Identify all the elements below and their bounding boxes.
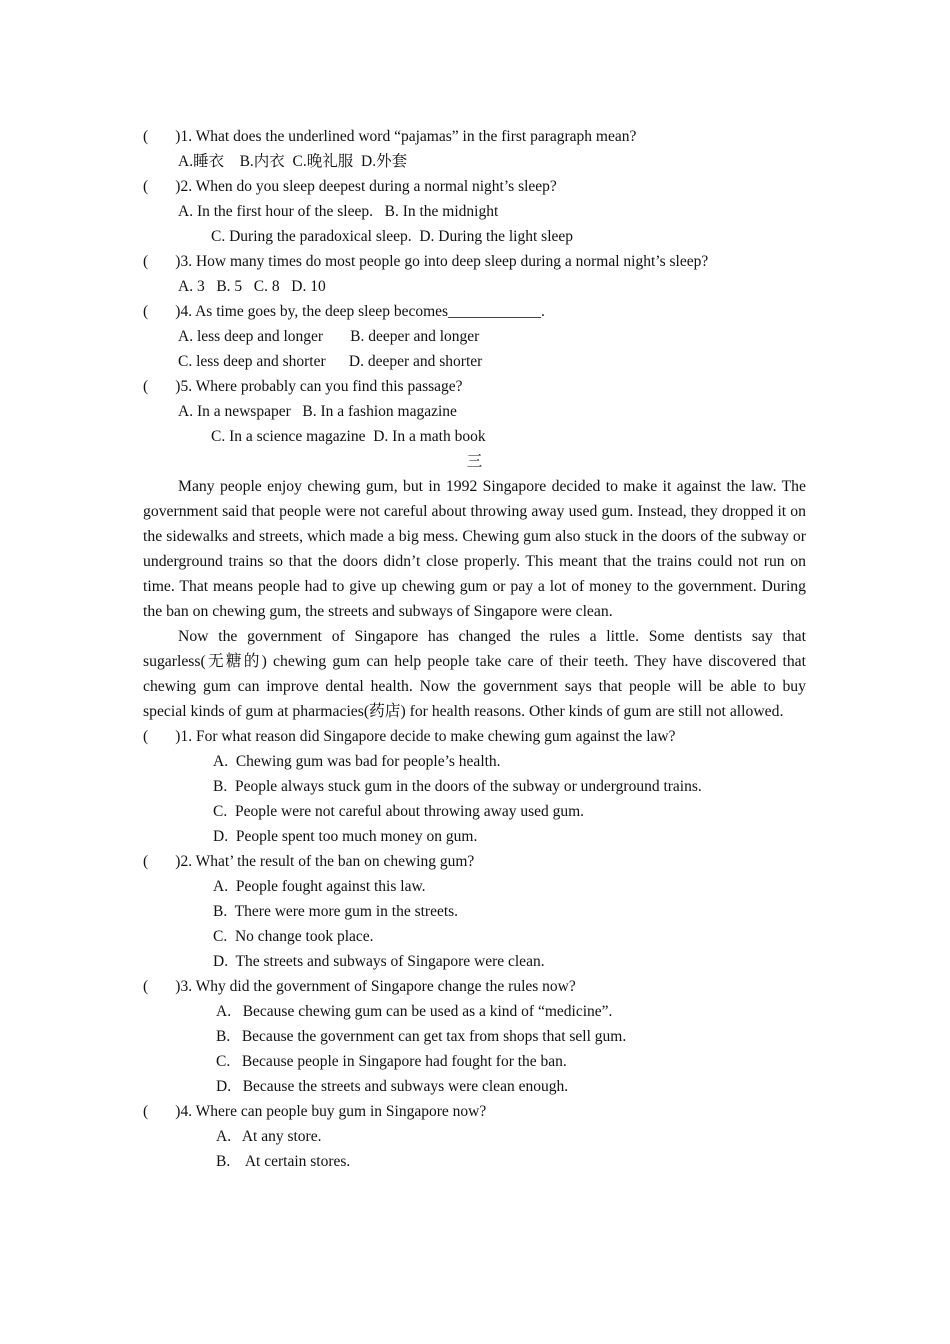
s3-question-2 [143, 849, 806, 974]
answer-options: C. less deep and shorter D. deeper and shorter [178, 353, 483, 370]
s3-question-4 [143, 1099, 806, 1174]
s2-question-1 [143, 124, 806, 174]
answer-option: C. People were not careful about throwing away used gum. [213, 803, 585, 820]
section-heading: 三 [466, 453, 483, 470]
answer-options: A. In a newspaper B. In a fashion magazine [178, 403, 457, 420]
answer-option: C. Because people in Singapore had fought for the ban. [216, 1053, 567, 1070]
answer-option: B. Because the government can get tax from shops that sell gum. [216, 1028, 627, 1045]
question-stem: ( )2. When do you sleep deepest during a normal night’s sleep? [143, 178, 557, 195]
s3-question-3 [143, 974, 806, 1099]
answer-option: A. At any store. [216, 1128, 322, 1145]
question-stem: ( )1. What does the underlined word “pajamas” in the first paragraph mean? [143, 128, 637, 145]
answer-options: A. less deep and longer B. deeper and longer [178, 328, 480, 345]
question-stem: ( )3. How many times do most people go into deep sleep during a normal night’s sleep? [143, 253, 709, 270]
question-stem: ( )5. Where probably can you find this passage? [143, 378, 463, 395]
answer-option: A. People fought against this law. [213, 878, 426, 895]
answer-option: B. There were more gum in the streets. [213, 903, 459, 920]
answer-option: B. People always stuck gum in the doors of the subway or underground trains. [213, 778, 702, 795]
s3-question-1 [143, 724, 806, 849]
question-stem: ( )3. Why did the government of Singapore change the rules now? [143, 978, 576, 995]
answer-option: B. At certain stores. [216, 1153, 351, 1170]
question-stem: ( )2. What’ the result of the ban on chewing gum? [143, 853, 475, 870]
answer-option: A. Because chewing gum can be used as a kind of “medicine”. [216, 1003, 613, 1020]
answer-option: D. Because the streets and subways were clean enough. [216, 1078, 569, 1095]
answer-options: A.睡衣 B.内衣 C.晚礼服 D.外套 [178, 153, 408, 170]
answer-options: A. In the first hour of the sleep. B. In the midnight [178, 203, 499, 220]
answer-options: C. In a science magazine D. In a math book [211, 428, 486, 445]
question-stem: ( )4. As time goes by, the deep sleep becomes____________. [143, 303, 545, 320]
answer-options: C. During the paradoxical sleep. D. During the light sleep [211, 228, 574, 245]
answer-option: D. People spent too much money on gum. [213, 828, 478, 845]
passage-paragraph-1: Many people enjoy chewing gum, but in 1992 Singapore decided to make it against the law. The government said that people were not careful about throwing away used gum. Instead, they dropped it on the sidewalks and streets, which made a big mess. Chewing gum also stuck in the doors of the subway or underground trains so that the doors didn’t close properly. This meant that the trains could not run on time. That means people had to give up chewing gum or pay a lot of money to the government. During the ban on chewing gum, the streets and subways of Singapore were clean. [143, 478, 806, 620]
s2-question-2 [143, 174, 806, 249]
answer-option: C. No change took place. [213, 928, 374, 945]
s2-question-4 [143, 299, 806, 374]
worksheet-page [143, 124, 806, 1174]
answer-options: A. 3 B. 5 C. 8 D. 10 [178, 278, 326, 295]
question-stem: ( )4. Where can people buy gum in Singapore now? [143, 1103, 487, 1120]
passage-paragraph-2: Now the government of Singapore has changed the rules a little. Some dentists say that sugarless(无糖的) chewing gum can help people take care of their teeth. They have discovered that chewing gum can improve dental health. Now the government says that people will be able to buy special kinds of gum at pharmacies(药店) for health reasons. Other kinds of gum are still not allowed. [143, 628, 806, 720]
s2-question-3 [143, 249, 806, 299]
answer-option: A. Chewing gum was bad for people’s health. [213, 753, 501, 770]
question-stem: ( )1. For what reason did Singapore decide to make chewing gum against the law? [143, 728, 676, 745]
answer-option: D. The streets and subways of Singapore were clean. [213, 953, 545, 970]
s2-question-5 [143, 374, 806, 449]
